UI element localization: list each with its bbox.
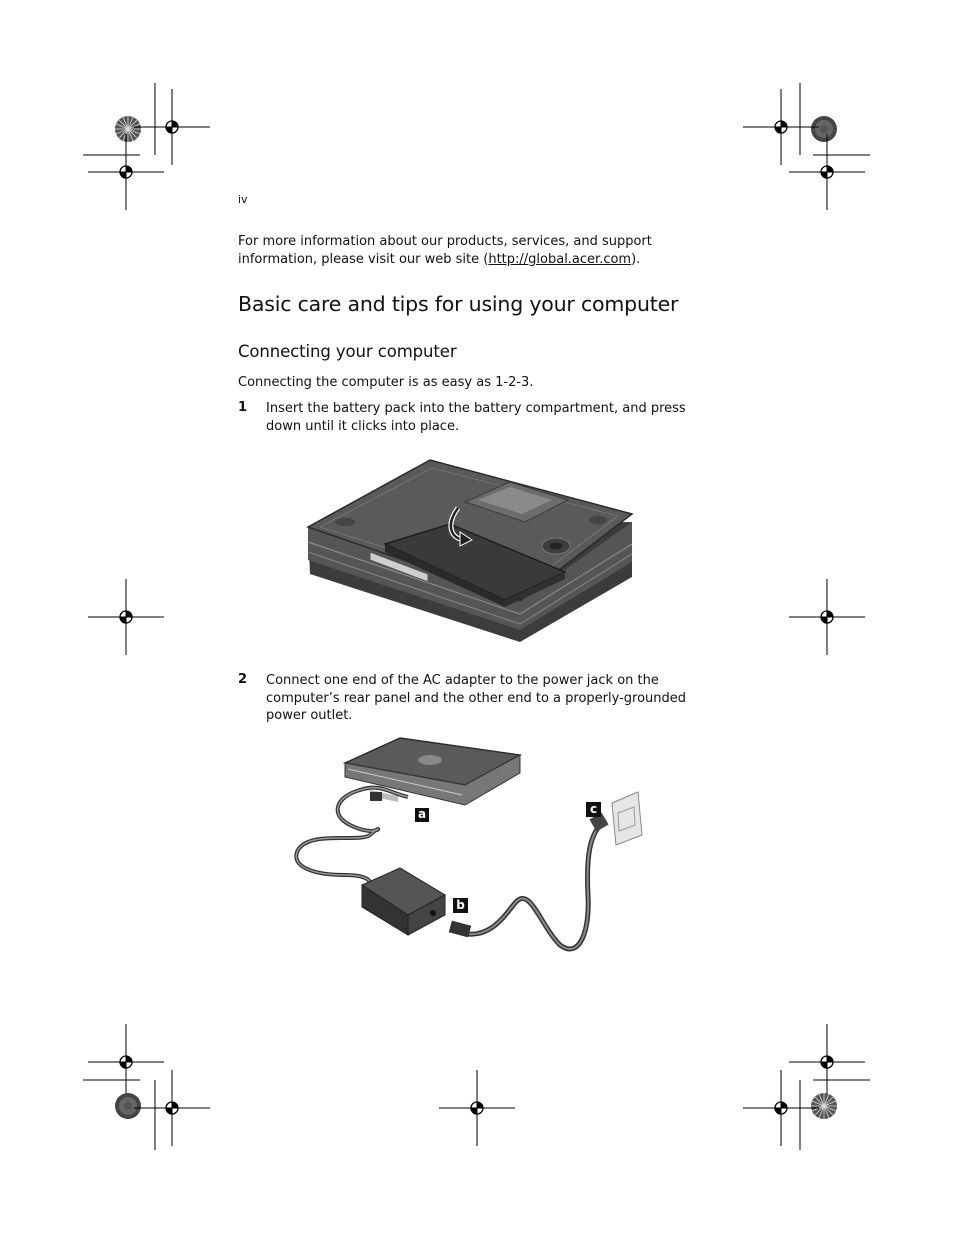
step-1-text: Insert the battery pack into the battery compartment, and press down until it clicks into place. (266, 401, 686, 434)
lead-sentence: Connecting the computer is as easy as 1-2-3. (238, 375, 534, 390)
battery-installation-illustration (300, 452, 645, 647)
intro-line-1: For more information about our products, services, and support (238, 234, 652, 249)
acer-website-link[interactable]: http://global.acer.com (488, 251, 632, 267)
callout-b-label: b (456, 898, 465, 912)
callout-a-label: a (417, 807, 427, 821)
step-2-number: 2 (238, 672, 248, 687)
subsection-heading: Connecting your computer (238, 342, 457, 361)
page-number: iv (238, 193, 248, 206)
section-heading: Basic care and tips for using your computer (238, 292, 679, 316)
step-1-number: 1 (238, 400, 248, 415)
intro-line-2-start: information, please visit our web site ( (238, 251, 489, 267)
step-2-text: Connect one end of the AC adapter to the power jack on the computer’s rear panel and the other end to a properly-grounded power outlet. (266, 673, 687, 723)
intro-line-2-end: ). (631, 251, 641, 267)
intro-paragraph (238, 233, 708, 268)
ac-adapter-connection-illustration (290, 735, 650, 965)
callout-c-label: c (589, 802, 598, 816)
